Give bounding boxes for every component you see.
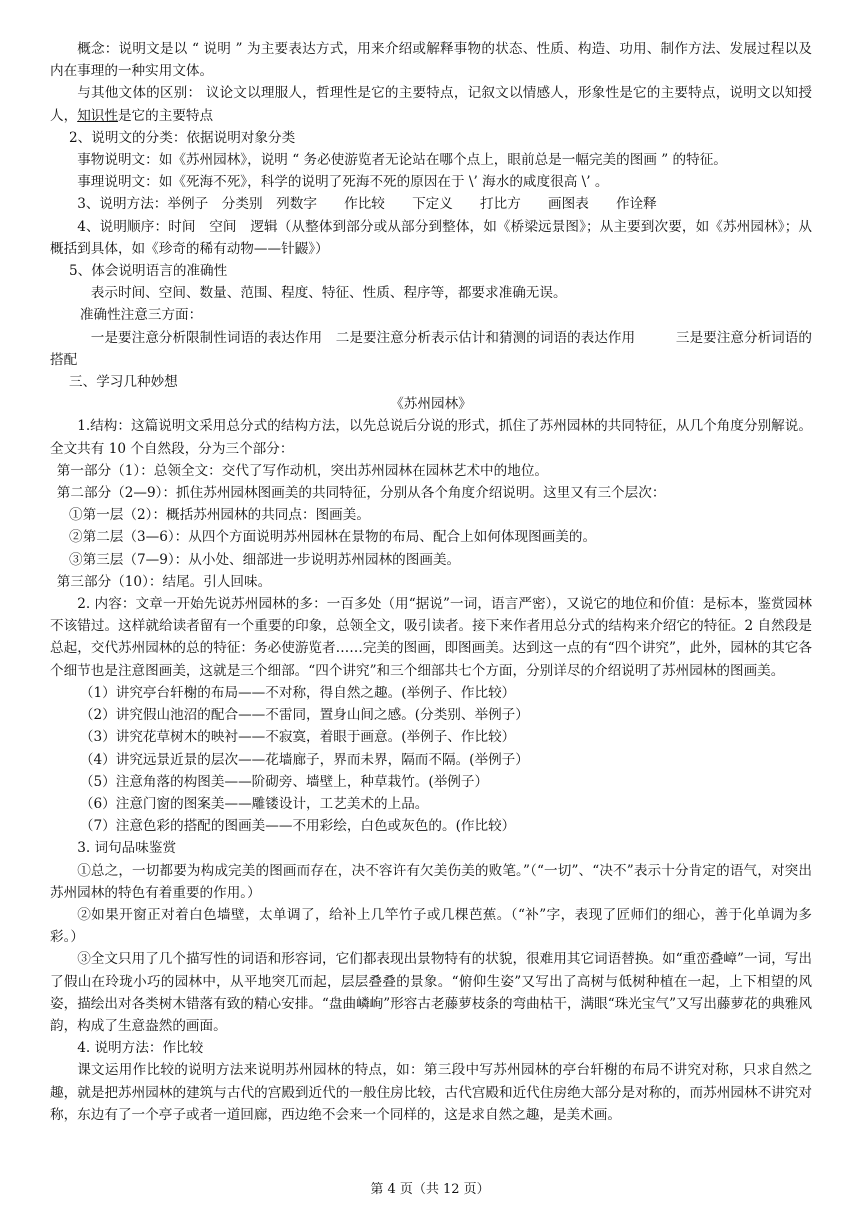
order-line: 4、说明顺序：时间 空间 逻辑（从整体到部分或从部分到整体，如《桥梁远景图》；从主要到次要，如《苏州园林》；从概括到具体，如《珍奇的稀有动物——针鼹》）: [50, 218, 812, 257]
part-two: 第二部分（2—9）：抓住苏州园林图画美的共同特征，分别从各个角度介绍说明。这里又有三个层次：: [56, 485, 666, 502]
list-item: （6）注意门窗的图案美——雕镂设计，工艺美术的上品。: [79, 795, 429, 812]
reason-explanation: 事理说明文：如《死海不死》，科学的说明了死海不死的原因在于 \’ 海水的咸度很高 \’ 。: [77, 174, 609, 191]
thing-explanation: 事物说明文：如《苏州园林》，说明 “ 务必使游览者无论站在哪个点上，眼前总是一幅完美的图画 ” 的特征。: [77, 152, 727, 169]
appreciation-heading: 3. 词句品味鉴赏: [77, 840, 177, 857]
list-item: （3）讲究花草树木的映衬——不寂寞，着眼于画意。(举例子、作比较）: [79, 729, 516, 746]
part-one: 第一部分（1）：总领全文：交代了写作动机，突出苏州园林在园林艺术中的地位。: [56, 462, 549, 479]
difference-tail: 是它的主要特点: [117, 107, 214, 124]
quote-three: ③全文只用了几个描写性的词语和形容词，它们都表现出景物特有的状貌，很难用其它词语替换。如“重峦叠嶂”一词，写出了假山在玲珑小巧的园林中，从平地突兀而起，层层叠叠的景象。“俯仰生姿”又写出了高树与低树种植在一起，上下相望的风姿，描绘出对各类树木错落有致的精心安排。“盘曲嶙峋”形容古老藤萝枝条的弯曲枯干，满眼“珠光宝气”又写出藤萝花的典雅风韵，构成了生意盎然的画面。: [50, 951, 812, 1034]
list-item: （7）注意色彩的搭配的图画美——不用彩绘，白色或灰色的。(作比较）: [79, 818, 516, 835]
concept-paragraph: 概念：说明文是以 “ 说明 ” 为主要表达方式，用来介绍或解释事物的状态、性质、构造、功用、制作方法、发展过程以及内在事理的一种实用文体。: [50, 41, 812, 80]
quote-two: ②如果开窗正对着白色墙壁，太单调了，给补上几竿竹子或几棵芭蕉。（“补”字，表现了匠师们的细心，善于化单调为多彩。）: [50, 906, 812, 946]
layer-two: ②第二层（3—6）：从四个方面说明苏州园林在景物的布局、配合上如何体现图画美的。: [69, 529, 597, 546]
knowledge-underlined: 知识性: [77, 107, 118, 124]
accuracy-line: 表示时间、空间、数量、范围、程度、特征、性质、程序等，都要求准确无误。: [90, 285, 567, 302]
method-heading: 4. 说明方法：作比较: [77, 1040, 204, 1057]
list-item: （4）讲究远景近景的层次——花墙廊子，界而未界，隔而不隔。(举例子）: [79, 751, 529, 768]
methods-line: 3、说明方法：举例子 分类别 列数字 作比较 下定义 打比方 画图表 作诠释: [77, 196, 657, 213]
layer-three: ③第三层（7—9）：从小处、细部进一步说明苏州园林的图画美。: [69, 551, 461, 568]
difference-text: 与其他文体的区别： 议论文以理服人，哲理性是它的主要特点，记叙文以情感人，形象性是它的主要特点，说明文以知授人，: [50, 85, 812, 124]
accuracy-points: 一是要注意分析限制性词语的表达作用 二是要注意分析表示估计和猜测的词语的表达作用 三是要注意分析词语的搭配: [50, 329, 812, 368]
document-page: [50, 38, 812, 1126]
quote-one: ①总之，一切都要为构成完美的图画而存在，决不容许有欠美伤美的败笔。”（“一切”、“决不”表示十分肯定的语气，对突出苏州园林的特色有着重要的作用。）: [50, 862, 812, 901]
list-item: （1）讲究亭台轩榭的布局——不对称，得自然之趣。(举例子、作比较）: [79, 684, 516, 701]
difference-paragraph: [50, 82, 812, 126]
list-item: （2）讲究假山池沼的配合——不雷同，置身山间之感。(分类别、举例子）: [79, 707, 529, 724]
layer-one: ①第一层（2）：概括苏州园林的共同点：图画美。: [69, 507, 370, 524]
article-title: 《苏州园林》: [390, 396, 472, 413]
section-three-heading: 三、学习几种妙想: [69, 374, 178, 391]
accuracy-three: 准确性注意三方面：: [79, 307, 203, 324]
part-three: 第三部分（10）：结尾。引人回味。: [56, 573, 272, 590]
accuracy-heading: 5、体会说明语言的准确性: [69, 263, 228, 280]
content-paragraph: 2. 内容：文章一开始先说苏州园林的多：一百多处（用“据说”一词，语言严密），又说它的地位和价值：是标本，鉴赏园林不该错过。这样就给读者留有一个重要的印象，总领全文，吸引读者。接下来作者用总分式的结构来介绍它的特征。2 自然段是总起，交代苏州园林的总的特征：务必使游览者……完美的图画，即图画美。达到这一点的有“四个讲究”，此外，园林的其它各个细节也是注意图画美，这就是三个细部。“四个讲究”和三个细部共七个方面，分别详尽的介绍说明了苏州园林的图画美。: [50, 596, 812, 679]
structure-paragraph: 1.结构：这篇说明文采用总分式的结构方法，以先总说后分说的形式，抓住了苏州园林的共同特征，从几个角度分别解说。全文共有 10 个自然段，分为三个部分：: [50, 418, 812, 457]
compare-paragraph: 课文运用作比较的说明方法来说明苏州园林的特点，如：第三段中写苏州园林的亭台轩榭的布局不讲究对称，只求自然之趣，就是把苏州园林的建筑与古代的宫殿到近代的一般住房比较，古代宫殿和近代住房绝大部分是对称的，而苏州园林不讲究对称，东边有了一个亭子或者一道回廊，西边绝不会来一个同样的，这是求自然之趣，是美术画。: [50, 1062, 812, 1123]
classification-heading: 2、说明文的分类：依据说明对象分类: [69, 129, 296, 146]
page-footer: 第 4 页（共 12 页）: [370, 1182, 490, 1197]
list-item: （5）注意角落的构图美——阶砌旁、墙壁上，种草栽竹。(举例子）: [79, 773, 489, 790]
